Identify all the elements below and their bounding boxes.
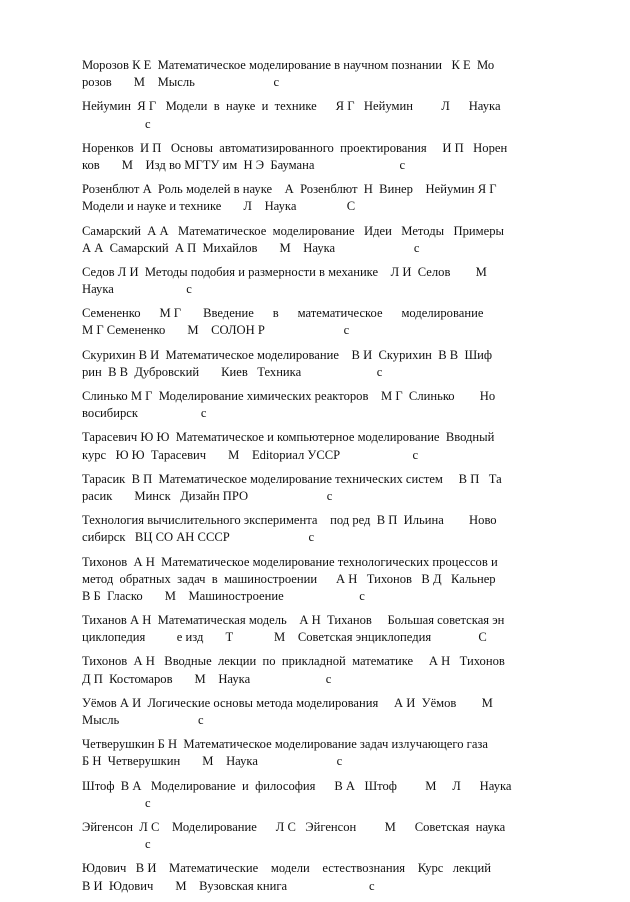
entry-line: ков М Изд во МГТУ им Н Э Баумана с xyxy=(82,157,406,172)
entry-line: Самарский А А Математическое моделирование Идеи Методы Примеры xyxy=(82,223,504,238)
bibliography-entry xyxy=(82,471,556,505)
entry-line: Норенков И П Основы автоматизированного проектирования И П Норен xyxy=(82,140,508,155)
bibliography-entry xyxy=(82,223,556,257)
bibliography-entry xyxy=(82,181,556,215)
entry-line: Слинько М Г Моделирование химических реакторов М Г Слинько Но xyxy=(82,389,496,403)
entry-line: Седов Л И Методы подобия и размерности в механике Л И Селов М xyxy=(82,264,487,279)
bibliography-entry xyxy=(82,305,556,339)
entry-line: розов М Мысль с xyxy=(82,75,280,90)
entry-line: Нейумин Я Г Модели в науке и технике Я Г Нейумин Л Наука xyxy=(82,99,501,114)
entry-line: Технология вычислительного эксперимента под ред В П Ильина Ново xyxy=(82,513,497,528)
entry-line: Семененко М Г Введение в математическое моделирование xyxy=(82,306,484,321)
entry-line: Тарасевич Ю Ю Математическое и компьютерное моделирование Вводный xyxy=(82,430,495,445)
entry-line: сибирск ВЦ СО АН СССР с xyxy=(82,530,315,545)
entry-line: Эйгенсон Л С Моделирование Л С Эйгенсон М Советская наука xyxy=(82,819,506,834)
entry-line: расик Минск Дизайн ПРО с xyxy=(82,488,333,503)
bibliography-entry xyxy=(82,388,556,422)
entry-line: восибирск с xyxy=(82,406,207,421)
entry-line: курс Ю Ю Тарасевич М Еditориал УССР с xyxy=(82,447,419,462)
entry-line: Д П Костомаров М Наука с xyxy=(82,671,332,686)
bibliography-entry xyxy=(82,653,556,687)
entry-line: Тихонов А Н Вводные лекции по прикладной математике А Н Тихонов xyxy=(82,654,505,669)
bibliography-entry xyxy=(82,264,556,298)
entry-line: Мысль с xyxy=(82,713,204,727)
bibliography-entry xyxy=(82,860,556,894)
entry-line: Модели и науке и технике Л Наука С xyxy=(82,199,356,214)
bibliography-entry xyxy=(82,612,556,646)
bibliography-list xyxy=(82,57,556,902)
entry-line: Уёмов А И Логические основы метода моделирования А И Уёмов М xyxy=(82,695,493,710)
entry-line: Наука с xyxy=(82,282,192,297)
bibliography-entry xyxy=(82,347,556,381)
bibliography-entry xyxy=(82,778,556,812)
entry-line: А А Самарский А П Михайлов М Наука с xyxy=(82,240,420,255)
bibliography-entry xyxy=(82,140,556,174)
entry-line: метод обратных задач в машиностроении А Н Тихонов В Д Кальнер xyxy=(82,571,496,586)
entry-line: рин В В Дубровский Киев Техника с xyxy=(82,364,383,379)
entry-line: Тихонов А Н Математическое моделирование технологических процессов и xyxy=(82,554,498,569)
entry-line: Юдович В И Математические модели естествознания Курс лекций xyxy=(82,861,491,876)
entry-line: Скурихин В И Математическое моделирование В И Скурихин В В Шиф xyxy=(82,347,493,362)
bibliography-entry xyxy=(82,429,556,463)
entry-line: Четверушкин Б Н Математическое моделирование задач излучающего газа xyxy=(82,737,488,752)
entry-line: В И Юдович М Вузовская книга с xyxy=(82,878,375,893)
entry-line: с xyxy=(82,116,151,131)
entry-line: циклопедия е изд Т М Советская энциклопедия С xyxy=(82,630,487,645)
entry-line: Б Н Четверушкин М Наука с xyxy=(82,754,343,769)
entry-line: Морозов К Е Математическое моделирование в научном познании К Е Мо xyxy=(82,58,495,72)
bibliography-entry xyxy=(82,819,556,853)
bibliography-entry xyxy=(82,695,556,729)
entry-line: Розенблют А Роль моделей в науке А Розенблют Н Винер Нейумин Я Г xyxy=(82,182,497,197)
bibliography-entry xyxy=(82,512,556,546)
entry-line: В Б Гласко М Машиностроение с xyxy=(82,588,365,603)
entry-line: Тарасик В П Математическое моделирование технических систем В П Та xyxy=(82,471,502,486)
entry-line: с xyxy=(82,837,151,852)
entry-line: Штоф В А Моделирование и философия В А Штоф М Л Наука xyxy=(82,778,512,793)
entry-line: М Г Семененко М СОЛОН Р с xyxy=(82,323,350,338)
entry-line: Тиханов А Н Математическая модель А Н Тиханов Большая советская эн xyxy=(82,613,505,628)
bibliography-entry xyxy=(82,57,556,91)
bibliography-entry xyxy=(82,736,556,770)
bibliography-entry xyxy=(82,554,556,606)
bibliography-entry xyxy=(82,98,556,132)
entry-line: с xyxy=(82,795,151,810)
